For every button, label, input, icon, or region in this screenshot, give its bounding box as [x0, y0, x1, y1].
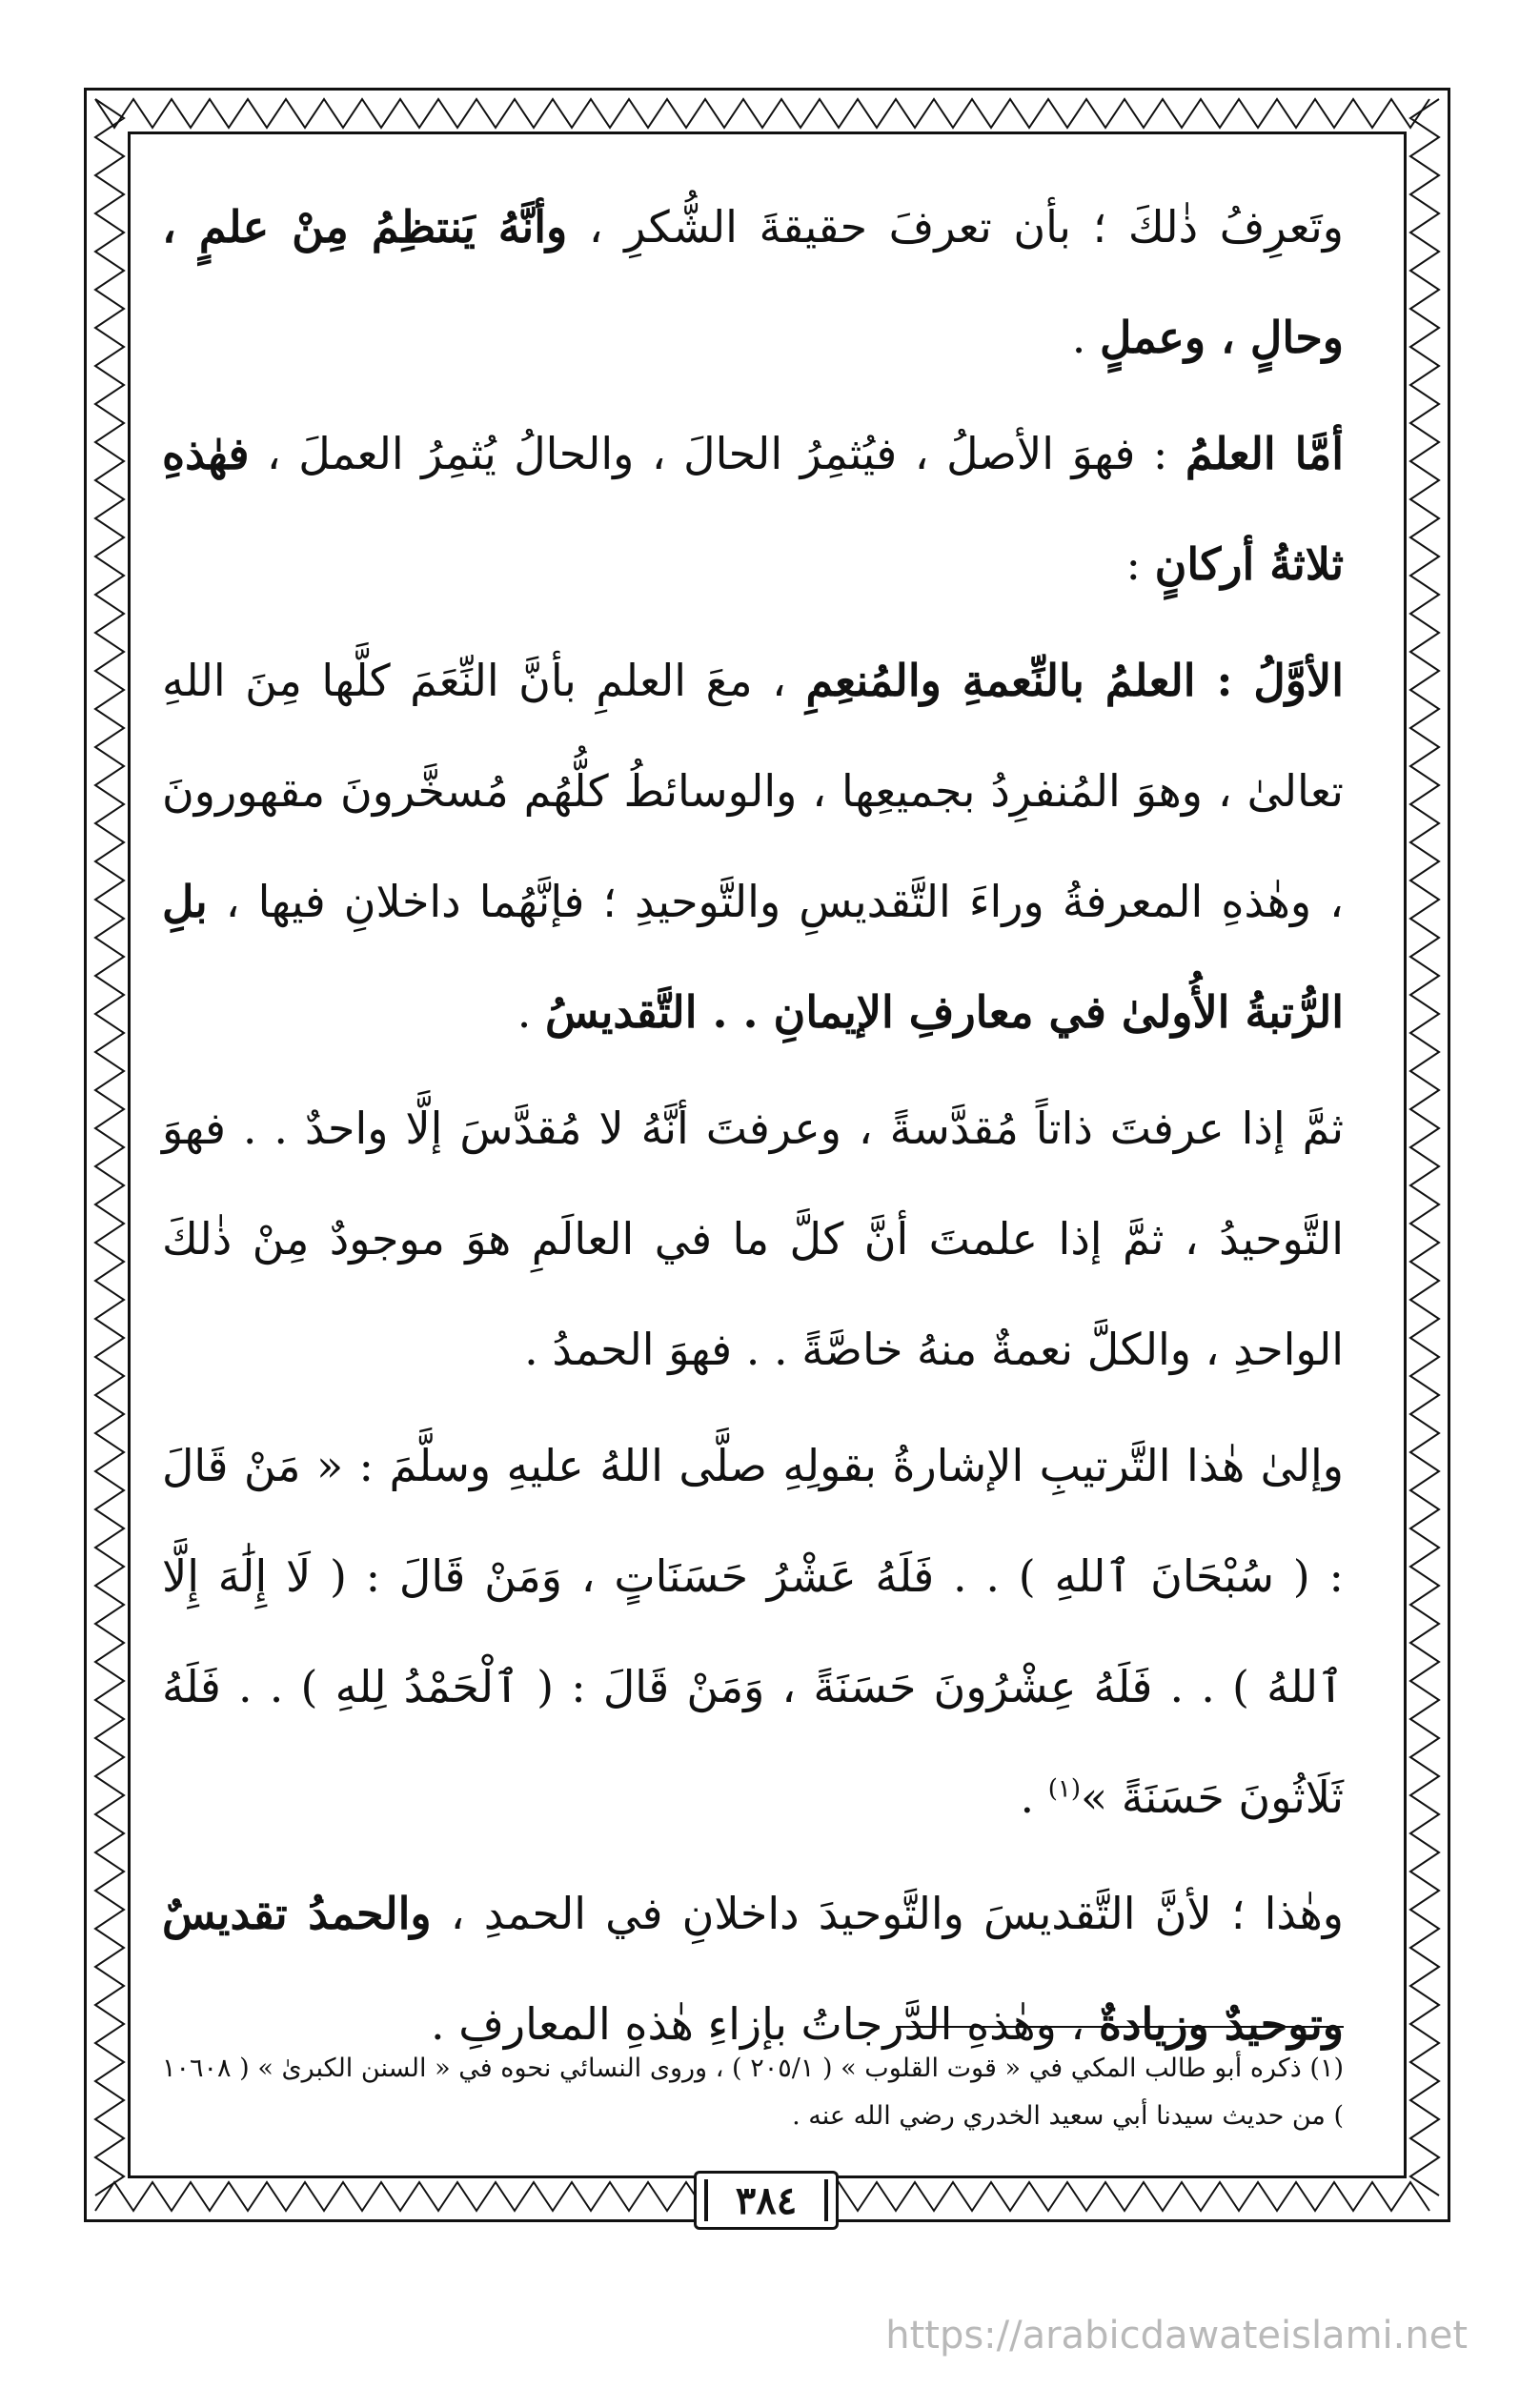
bold-text: الأوَّلُ : العلمُ بالنِّعمةِ والمُنعِمِ — [805, 655, 1344, 706]
watermark-url: https://arabicdawateislami.net — [885, 2314, 1468, 2358]
text: : فهوَ الأصلُ ، فيُثمِرُ الحالَ ، والحالُ يُثمِرُ العملَ ، — [249, 428, 1185, 479]
paragraph-p1 — [162, 172, 1344, 393]
text: . — [517, 986, 545, 1038]
zigzag-segment — [1410, 99, 1439, 2196]
text: : — [1125, 538, 1155, 590]
page-number-box — [694, 2171, 839, 2230]
bold-text: أمَّا العلمُ — [1185, 428, 1345, 479]
footnote-separator — [896, 2026, 1344, 2028]
zigzag-segment — [95, 99, 124, 2196]
text: ، وهٰذهِ الدَّرجاتُ بإزاءِ هٰذهِ المعارفِ . — [431, 1998, 1099, 2050]
text: ، معَ العلمِ بأنَّ النِّعَمَ كلَّها مِنَ اللهِ تعالىٰ ، وهوَ المُنفرِدُ بجميعِها ، والوسائطُ كلُّهُم مُسخَّرونَ مقهورونَ ، وهٰذهِ المعرفةُ وراءَ التَّقديسِ والتَّوحيدِ ؛ فإنَّهُما داخلانِ فيها ، — [162, 655, 1344, 927]
bold-text: فهٰذهِ ثلاثةُ أركانٍ — [162, 428, 1344, 590]
page-body — [162, 172, 1344, 2085]
text: وتَعرِفُ ذٰلكَ ؛ بأن تعرفَ حقيقةَ الشُّكرِ ، — [567, 201, 1344, 253]
text: ثمَّ إذا عرفتَ ذاتاً مُقدَّسةً ، وعرفتَ أنَّهُ لا مُقدَّسَ إلَّا واحدٌ . . فهوَ التَّوحيدُ ، ثمَّ إذا علمتَ أنَّ كلَّ ما في العالَمِ هوَ موجودٌ مِنْ ذٰلكَ الواحدِ ، والكلَّ نعمةٌ منهُ خاصَّةً . . فهوَ الحمدُ . — [162, 1103, 1344, 1375]
footnote: (١) ذكره أبو طالب المكي في « قوت القلوب » ( ٢٠٥/١ ) ، وروى النسائي نحوه في « السنن الكبرىٰ » ( ١٠٦٠٨ ) من حديث سيدنا أبي سعيد الخدري رضي الله عنه . — [162, 2054, 1344, 2131]
paragraph-p4 — [162, 1073, 1344, 1405]
footnote-marker: (١) — [1047, 1774, 1081, 1804]
text: وهٰذا ؛ لأنَّ التَّقديسَ والتَّوحيدَ داخلانِ في الحمدِ ، — [431, 1888, 1345, 1939]
text: وإلىٰ هٰذا التَّرتيبِ الإشارةُ بقولِهِ صلَّى اللهُ عليهِ وسلَّمَ : « مَنْ قَالَ : ( سُبْحَانَ ٱللهِ ) . . فَلَهُ عَشْرُ حَسَنَاتٍ ، وَمَنْ قَالَ : ( لَا إِلَٰهَ إِلَّا ٱللهُ ) . . فَلَهُ عِشْرُونَ حَسَنَةً ، وَمَنْ قَالَ : ( ٱلْحَمْدُ لِلهِ ) . . فَلَهُ ثَلَاثُونَ حَسَنَةً » — [162, 1440, 1344, 1823]
bold-text: والحمدُ تقديسٌ وتوحيدٌ وزيادةٌ — [162, 1888, 1344, 2050]
zigzag-segment — [95, 99, 1429, 128]
bold-text: وأنَّهُ يَنتظِمُ مِنْ علمٍ ، وحالٍ ، وعملٍ — [162, 201, 1344, 363]
page-number: ٣٨٤ — [735, 2177, 798, 2223]
text: . — [1020, 1771, 1048, 1823]
bold-text: بلِ الرُّتبةُ الأُولىٰ في معارفِ الإيمانِ . . التَّقديسُ — [162, 876, 1344, 1038]
paragraph-p2 — [162, 398, 1344, 619]
paragraph-p3 — [162, 625, 1344, 1067]
paragraph-p5 — [162, 1410, 1344, 1852]
text: . — [1071, 312, 1100, 363]
